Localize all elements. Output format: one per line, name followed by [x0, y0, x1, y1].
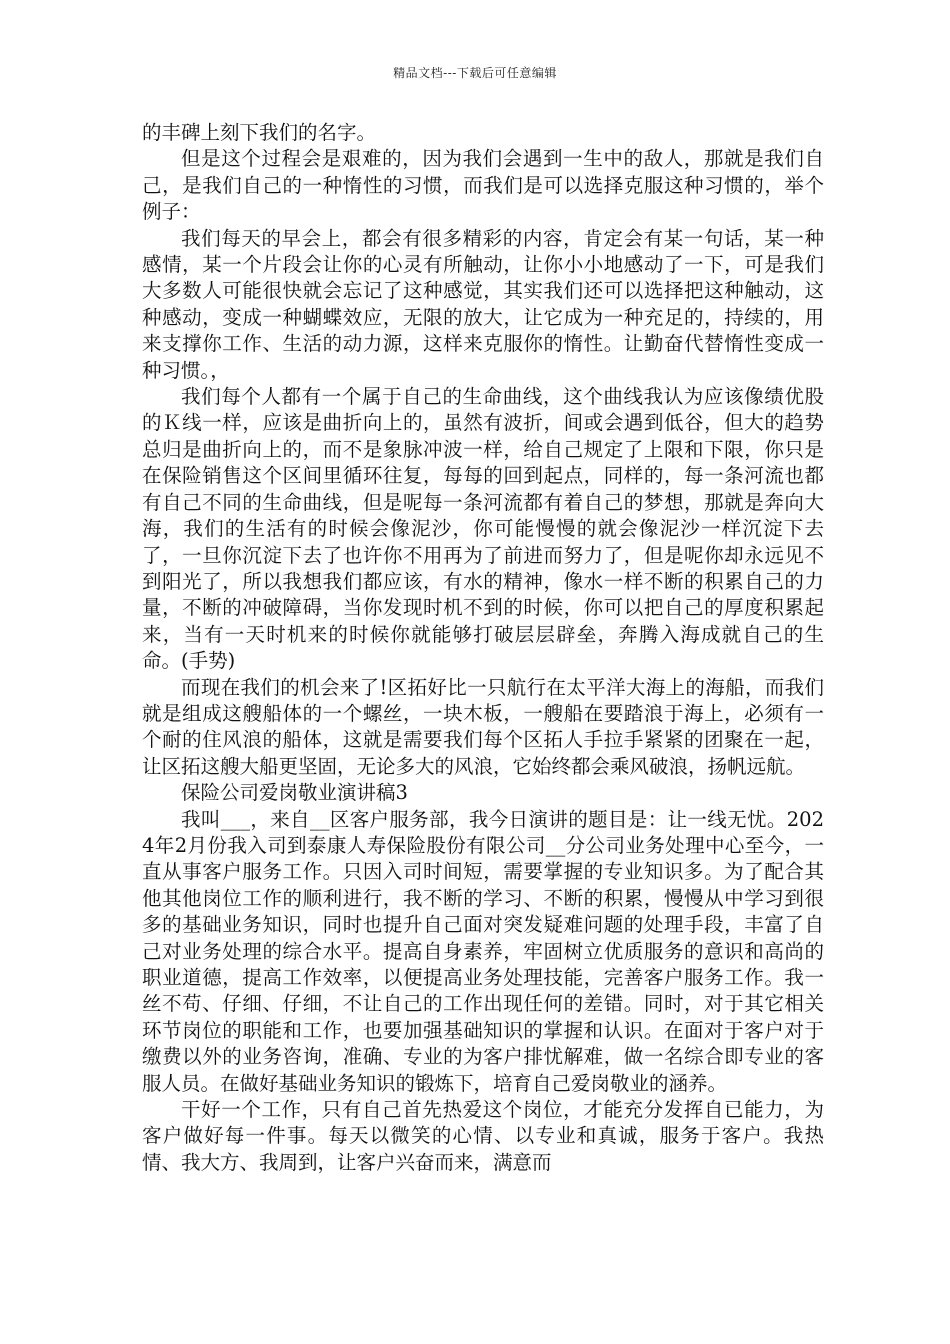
paragraph-6: 我叫___，来自__区客户服务部，我今日演讲的题目是：让一线无忧。2024年2月份我入司到泰康人寿保险股份有限公司__分公司业务处理中心至今，一直从事客户服务工作。只因入司时间短，需要掌握的专业知识多。为了配合其他其他岗位工作的顺利进行，我不断的学习、不断的积累，慢慢从中学习到很多的基础业务知识，同时也提升自己面对突发疑难问题的处理手段，丰富了自己对业务处理的综合水平。提高自身素养，牢固树立优质服务的意识和高尚的职业道德，提高工作效率，以便提高业务处理技能，完善客户服务工作。我一丝不苟、仔细、仔细，不让自己的工作出现任何的差错。同时，对于其它相关环节岗位的职能和工作，也要加强基础知识的掌握和认识。在面对于客户对于缴费以外的业务咨询，准确、专业的为客户排忧解难，做一名综合即专业的客服人员。在做好基础业务知识的锻炼下，培育自己爱岗敬业的涵养。: [142, 807, 824, 1095]
paragraph-2: 但是这个过程会是艰难的，因为我们会遇到一生中的敌人，那就是我们自己，是我们自己的一种惰性的习惯，而我们是可以选择克服这种习惯的，举个例子：: [142, 147, 824, 224]
paragraph-7: 干好一个工作，只有自己首先热爱这个岗位，才能充分发挥自已能力，为客户做好每一件事。每天以微笑的心情、以专业和真诚，服务于客户。我热情、我大方、我周到，让客户兴奋而来，满意而: [142, 1098, 824, 1174]
paragraph-5: 而现在我们的机会来了!区拓好比一只航行在太平洋大海上的海船，而我们就是组成这艘船体的一个螺丝，一块木板，一艘船在要踏浪于海上，必须有一个耐的住风浪的船体，这就是需要我们每个区拓人手拉手紧紧的团聚在一起，让区拓这艘大船更坚固，无论多大的风浪，它始终都会乘风破浪，扬帆远航。: [142, 675, 824, 778]
document-body: [142, 120, 824, 1176]
page-header: 精品文档---下载后可任意编辑: [393, 66, 557, 80]
paragraph-3: 我们每天的早会上，都会有很多精彩的内容，肯定会有某一句话，某一种感情，某一个片段会让你的心灵有所触动，让你小小地感动了一下，可是我们大多数人可能很快就会忘记了这种感觉，其实我们还可以选择把这种触动，这种感动，变成一种蝴蝶效应，无限的放大，让它成为一种充足的，持续的，用来支撑你工作、生活的动力源，这样来克服你的惰性。让勤奋代替惰性变成一种习惯。，: [142, 226, 824, 382]
section-heading: 保险公司爱岗敬业演讲稿3: [181, 781, 408, 805]
paragraph-1: 的丰碑上刻下我们的名字。: [142, 121, 377, 144]
paragraph-4: 我们每个人都有一个属于自己的生命曲线，这个曲线我认为应该像绩优股的Ｋ线一样，应该是曲折向上的，虽然有波折，间或会遇到低谷，但大的趋势总归是曲折向上的，而不是象脉冲波一样，给自己规定了上限和下限，你只是在保险销售这个区间里循环往复，每每的回到起点，同样的，每一条河流也都有自己不同的生命曲线，但是呢每一条河流都有着自己的梦想，那就是奔向大海，我们的生活有的时候会像泥沙，你可能慢慢的就会像泥沙一样沉淀下去了，一旦你沉淀下去了也许你不用再为了前进而努力了，但是呢你却永远见不到阳光了，所以我想我们都应该，有水的精神，像水一样不断的积累自己的力量，不断的冲破障碍，当你发现时机不到的时候，你可以把自己的厚度积累起来，当有一天时机来的时候你就能够打破层层辟垒，奔腾入海成就自己的生命。(手势): [142, 385, 824, 673]
